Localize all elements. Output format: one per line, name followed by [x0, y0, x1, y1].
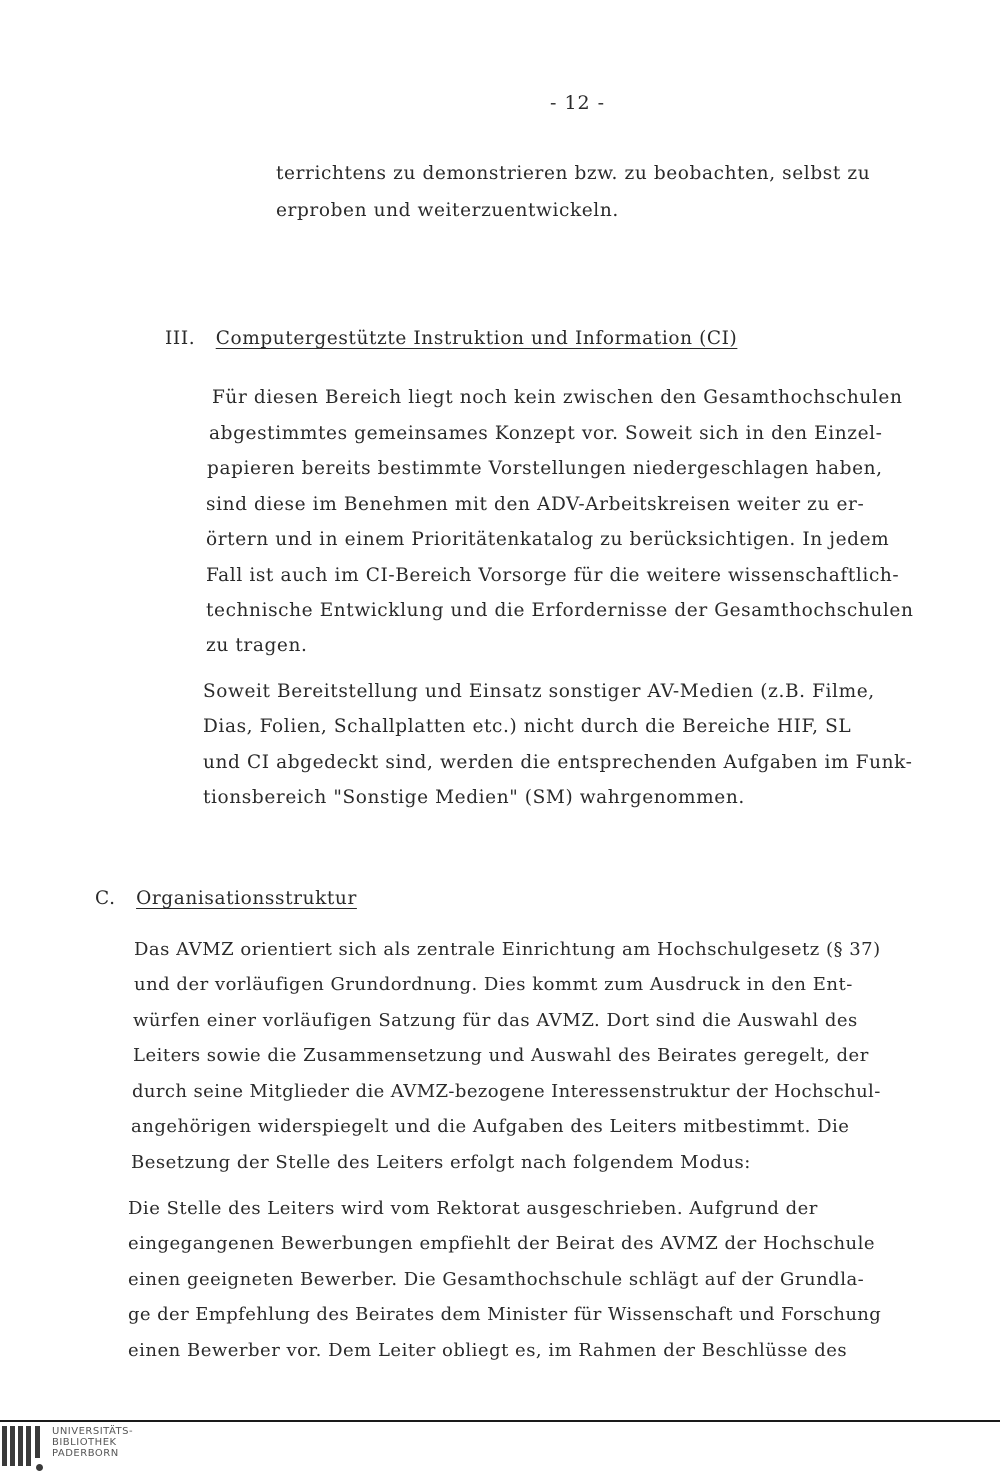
text-line: Dias, Folien, Schallplatten etc.) nicht durch die Bereiche HIF, SL [203, 716, 852, 737]
text-line: und der vorläufigen Grundordnung. Dies kommt zum Ausdruck in den Ent- [134, 974, 853, 995]
text-line: örtern und in einem Prioritätenkatalog zu berücksichtigen. In jedem [206, 529, 890, 550]
text-line: technische Entwicklung und die Erfordernisse der Gesamthochschulen [206, 600, 914, 621]
text-line: papieren bereits bestimmte Vorstellungen niedergeschlagen haben, [207, 458, 883, 479]
page-number: - 12 - [550, 92, 606, 114]
text-line: einen geeigneten Bewerber. Die Gesamthochschule schlägt auf der Grundla- [128, 1269, 865, 1290]
text-line: Leiters sowie die Zusammensetzung und Auswahl des Beirates geregelt, der [133, 1045, 869, 1066]
section-title: Computergestützte Instruktion und Information (CI) [215, 328, 738, 349]
section-title: Organisationsstruktur [136, 888, 357, 909]
text-line: Das AVMZ orientiert sich als zentrale Einrichtung am Hochschulgesetz (§ 37) [134, 939, 881, 960]
section-number: C. [95, 888, 116, 909]
text-line: erproben und weiterzuentwickeln. [276, 200, 619, 221]
text-line: Besetzung der Stelle des Leiters erfolgt nach folgendem Modus: [131, 1152, 751, 1173]
library-name-line: UNIVERSITÄTS- [52, 1426, 134, 1437]
section-heading-c [95, 888, 357, 909]
text-line: und CI abgedeckt sind, werden die entsprechenden Aufgaben im Funk- [203, 752, 913, 773]
library-logo [0, 1424, 160, 1473]
text-line: zu tragen. [206, 635, 308, 656]
section-number: III. [165, 328, 196, 349]
text-line: terrichtens zu demonstrieren bzw. zu beobachten, selbst zu [276, 163, 871, 184]
text-line: ge der Empfehlung des Beirates dem Minister für Wissenschaft und Forschung [128, 1304, 882, 1325]
text-line: angehörigen widerspiegelt und die Aufgaben des Leiters mitbestimmt. Die [131, 1116, 850, 1137]
text-line: Fall ist auch im CI-Bereich Vorsorge für die weitere wissenschaftlich- [206, 565, 900, 586]
library-name [52, 1426, 133, 1459]
footer-divider [0, 1420, 1000, 1422]
text-line: Die Stelle des Leiters wird vom Rektorat ausgeschrieben. Aufgrund der [128, 1198, 818, 1219]
library-name-line: PADERBORN [52, 1448, 119, 1459]
text-line: Soweit Bereitstellung und Einsatz sonstiger AV-Medien (z.B. Filme, [203, 681, 875, 702]
text-line: Für diesen Bereich liegt noch kein zwischen den Gesamthochschulen [212, 387, 903, 408]
library-logo-dot [36, 1464, 43, 1471]
text-line: tionsbereich "Sonstige Medien" (SM) wahrgenommen. [203, 787, 745, 808]
footer [0, 1420, 1000, 1473]
library-name-line: BIBLIOTHEK [52, 1437, 117, 1448]
text-line: würfen einer vorläufigen Satzung für das AVMZ. Dort sind die Auswahl des [133, 1010, 858, 1031]
text-line: durch seine Mitglieder die AVMZ-bezogene Interessenstruktur der Hochschul- [132, 1081, 881, 1102]
text-line: abgestimmtes gemeinsames Konzept vor. Soweit sich in den Einzel- [209, 423, 883, 444]
library-logo-icon [2, 1426, 44, 1468]
text-line: eingegangenen Bewerbungen empfiehlt der Beirat des AVMZ der Hochschule [128, 1233, 876, 1254]
text-line: einen Bewerber vor. Dem Leiter obliegt es, im Rahmen der Beschlüsse des [128, 1340, 848, 1361]
text-line: sind diese im Benehmen mit den ADV-Arbeitskreisen weiter zu er- [206, 494, 865, 515]
section-heading-iii [165, 328, 737, 349]
